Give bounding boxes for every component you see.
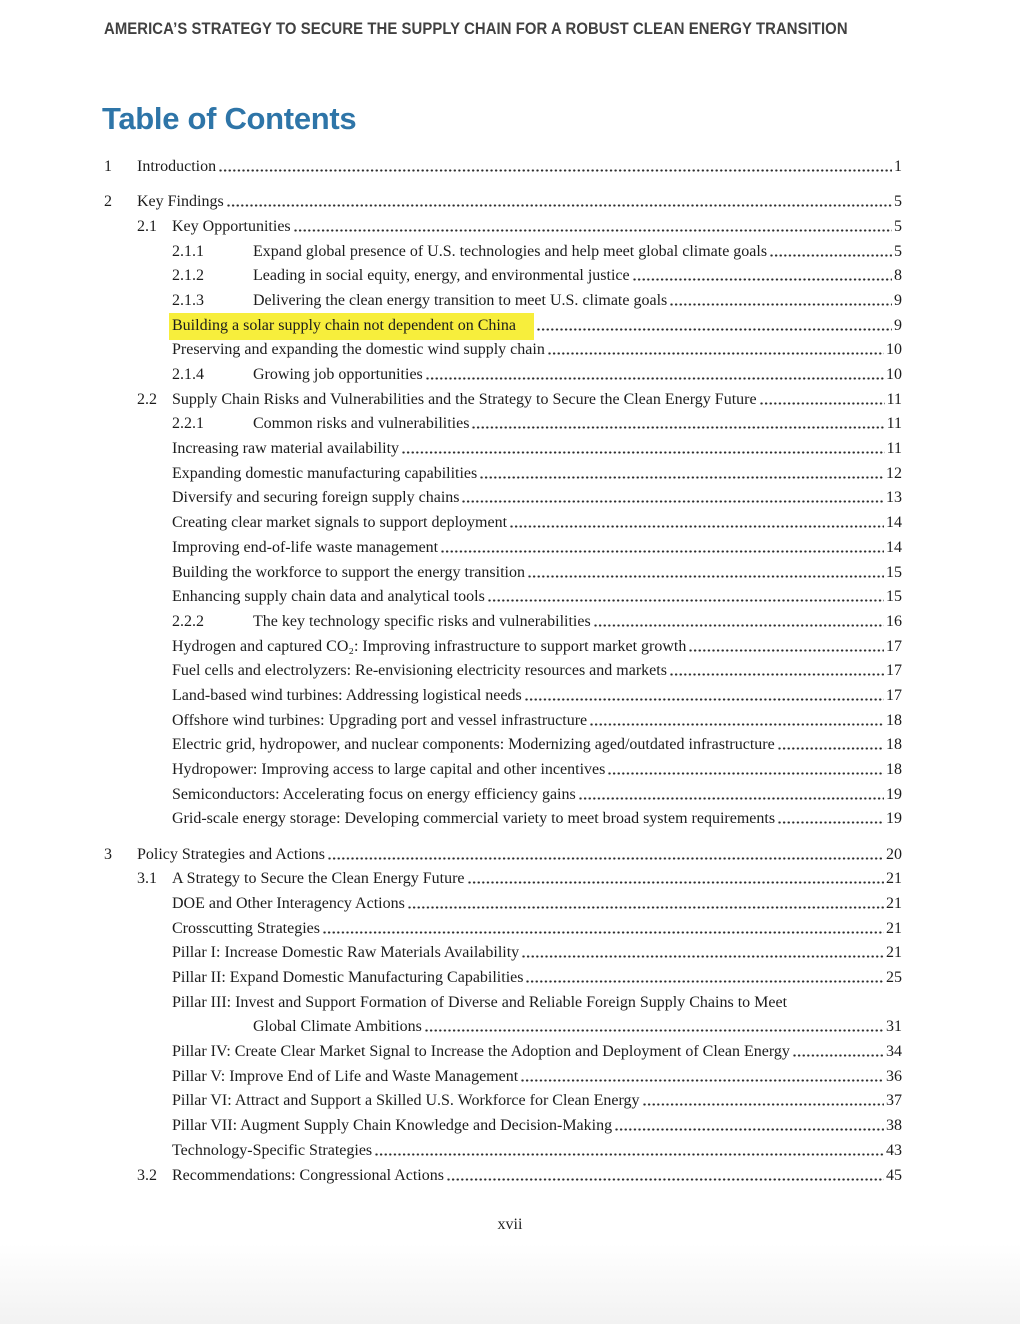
bottom-scan-gradient (0, 1244, 1020, 1324)
page-number: xvii (497, 1216, 523, 1233)
toc-entry-page: 20 (886, 845, 902, 863)
toc-entry-label: Hydropower: Improving access to large capital and other incentives (172, 761, 606, 778)
toc-entry-number: 3.1 (137, 870, 157, 888)
toc-entry[interactable] (104, 1139, 902, 1164)
toc-entry-line (104, 966, 902, 991)
toc-entry-line (104, 155, 902, 180)
toc-entry-line (104, 1114, 902, 1139)
toc-entry-label: Fuel cells and electrolyzers: Re-envisioning electricity resources and markets (172, 662, 667, 680)
toc-entry[interactable] (104, 363, 902, 388)
toc-entry-label: Expanding domestic manufacturing capabilities (172, 464, 478, 482)
toc-entry[interactable] (104, 314, 902, 339)
toc-entry-number: 2.1.2 (172, 267, 204, 285)
toc-dot-leader (472, 426, 884, 429)
page-title: Table of Contents (102, 101, 357, 136)
toc-entry-page: 12 (886, 464, 902, 482)
toc-entry-line (104, 190, 902, 215)
toc-entry-line (104, 561, 902, 586)
toc-entry-page: 17 (886, 662, 902, 680)
toc-entry-number: 2.1.3 (172, 291, 204, 309)
toc-entry-number: 2.1 (137, 217, 157, 235)
toc-entry-number: 2.2.1 (172, 415, 204, 433)
toc-dot-leader (408, 906, 884, 909)
toc-entry-label: Land-based wind turbines: Addressing logistical needs (172, 686, 522, 704)
toc-dot-leader (323, 931, 884, 934)
toc-entry-label: Technology-Specific Strategies (172, 1141, 373, 1159)
toc-dot-leader (219, 169, 892, 172)
toc-entry-line (104, 388, 902, 413)
toc-entry-line (104, 215, 902, 240)
toc-entry-line (104, 585, 902, 610)
toc-dot-leader (294, 229, 892, 232)
toc-entry-label: Pillar II: Expand Domestic Manufacturing Capabilities (172, 969, 524, 986)
toc-entry-label: Crosscutting Strategies (172, 919, 320, 937)
toc-entry-label: Key Findings (137, 193, 224, 211)
toc-entry-label: Growing job opportunities (253, 366, 423, 383)
toc-dot-leader (778, 747, 884, 750)
toc-entry[interactable] (104, 684, 902, 709)
toc-entry-page: 8 (894, 267, 902, 285)
toc-entry-page: 13 (886, 489, 902, 507)
toc-entry-label: Hydrogen and captured CO₂: Improving infrastructure to support market growth (172, 637, 687, 655)
toc-entry[interactable] (104, 1164, 902, 1189)
toc-entry-line (104, 1089, 902, 1114)
toc-entry-label: Building a solar supply chain not dependent on China (169, 313, 534, 341)
toc-entry-page: 14 (886, 538, 902, 556)
toc-entry-page: 17 (886, 637, 902, 655)
toc-entry[interactable] (104, 1040, 902, 1065)
toc-dot-leader (615, 1128, 884, 1131)
toc-entry-page: 10 (886, 366, 902, 383)
toc-entry[interactable] (104, 941, 902, 966)
toc-entry-page: 45 (886, 1166, 902, 1184)
toc-entry-label: Pillar III: Invest and Support Formation of Diverse and Reliable Foreign Supply Chains to Meet (172, 993, 788, 1011)
toc-entry-label: Building the workforce to support the energy transition (172, 563, 525, 581)
toc-entry-page: 15 (886, 563, 902, 581)
toc-dot-leader (510, 525, 884, 528)
toc-entry[interactable] (104, 966, 902, 991)
toc-entry-label: Pillar IV: Create Clear Market Signal to Increase the Adoption and Deployment of Clean Energy (172, 1043, 790, 1061)
toc-entry-line (104, 892, 902, 917)
running-header: AMERICA’S STRATEGY TO SECURE THE SUPPLY CHAIN FOR A ROBUST CLEAN ENERGY TRANSITION (104, 20, 848, 38)
toc-dot-leader (643, 1103, 884, 1106)
toc-entry-line (104, 289, 902, 314)
toc-entry-page: 18 (886, 736, 902, 754)
toc-entry[interactable] (104, 991, 902, 1040)
toc-dot-leader (689, 649, 884, 652)
toc-entry[interactable] (104, 388, 902, 413)
toc-entry[interactable] (104, 240, 902, 265)
toc-entry[interactable] (104, 783, 902, 808)
toc-entry-line (104, 338, 902, 363)
toc-entry-page: 43 (886, 1141, 902, 1159)
toc-entry[interactable] (104, 892, 902, 917)
toc-entry[interactable] (104, 1089, 902, 1114)
toc-dot-leader (670, 673, 884, 676)
toc-dot-leader (633, 278, 892, 281)
toc-entry[interactable] (104, 190, 902, 215)
toc-dot-leader (480, 476, 884, 479)
toc-entry-label: Key Opportunities (172, 217, 291, 235)
toc-entry-number: 1 (104, 158, 112, 175)
toc-entry-line (104, 412, 902, 437)
toc-dot-leader (760, 402, 885, 405)
toc-entry[interactable] (104, 155, 902, 180)
toc-entry-line (104, 635, 902, 660)
toc-entry-line (104, 264, 902, 289)
toc-entry-label: Pillar VI: Attract and Support a Skilled U.S. Workforce for Clean Energy (172, 1092, 640, 1110)
toc-entry-page: 14 (886, 514, 902, 532)
toc-dot-leader (526, 980, 884, 983)
toc-entry-line (104, 1040, 902, 1065)
toc-entry-page: 5 (894, 217, 902, 235)
toc-dot-leader (402, 451, 885, 454)
toc-entry-line (104, 1164, 902, 1189)
toc-entry-line (104, 733, 902, 758)
toc-entry-number: 3 (104, 845, 112, 863)
toc-dot-leader (227, 204, 892, 207)
toc-entry-label: Supply Chain Risks and Vulnerabilities and the Strategy to Secure the Clean Energy Future (172, 390, 757, 408)
toc-entry-page: 21 (886, 894, 902, 912)
toc-entry-page: 21 (886, 919, 902, 937)
toc-entry-line (104, 511, 902, 536)
toc-dot-leader (375, 1153, 884, 1156)
toc-entry-line (104, 240, 902, 265)
toc-dot-leader (425, 1029, 884, 1032)
toc-entry-line (104, 314, 902, 339)
toc-entry-line (104, 462, 902, 487)
toc-entry[interactable] (104, 289, 902, 314)
toc-dot-leader (778, 821, 884, 824)
toc-entry[interactable] (104, 659, 902, 684)
toc-entry-page: 1 (894, 158, 902, 175)
toc-entry-line (104, 709, 902, 734)
toc-entry[interactable] (104, 709, 902, 734)
toc-entry[interactable] (104, 412, 902, 437)
toc-entry-line (104, 684, 902, 709)
toc-entry-label: The key technology specific risks and vulnerabilities (253, 612, 591, 630)
toc-entry-line (104, 363, 902, 388)
toc-entry-label: Pillar I: Increase Domestic Raw Materials Availability (172, 944, 520, 962)
toc-dot-leader (525, 698, 884, 701)
toc-entry-page: 36 (886, 1067, 902, 1085)
toc-dot-leader (608, 772, 884, 775)
toc-entry-line (104, 536, 902, 561)
toc-dot-leader (579, 797, 884, 800)
toc-entry-page: 9 (894, 316, 902, 334)
toc-entry-number: 2.1.4 (172, 366, 204, 383)
toc-entry-page: 19 (886, 810, 902, 828)
toc-dot-leader (670, 303, 892, 306)
toc-entry-line (104, 991, 902, 1016)
toc-entry-continuation-label: Global Climate Ambitions (253, 1018, 422, 1036)
toc-entry-line (104, 917, 902, 942)
toc-entry-line (104, 1139, 902, 1164)
toc-entry-line (104, 486, 902, 511)
toc-dot-leader (522, 955, 884, 958)
toc-entry-line (104, 843, 902, 868)
toc-entry-page: 16 (886, 612, 902, 630)
toc-entry-page: 21 (886, 944, 902, 962)
toc-entry-page: 11 (886, 390, 902, 408)
toc-entry-label: Leading in social equity, energy, and environmental justice (253, 267, 630, 285)
toc-dot-leader (528, 575, 884, 578)
toc-entry-number: 3.2 (137, 1166, 157, 1184)
toc-entry-page: 38 (886, 1117, 902, 1135)
toc-entry-page: 21 (886, 870, 902, 888)
toc-list (104, 155, 902, 1188)
toc-entry[interactable] (104, 867, 902, 892)
toc-entry-label: Common risks and vulnerabilities (253, 415, 470, 433)
toc-entry-line (104, 659, 902, 684)
toc-entry-label: Electric grid, hydropower, and nuclear components: Modernizing aged/outdated infrastructure (172, 736, 775, 754)
toc-entry[interactable] (104, 486, 902, 511)
toc-entry-page: 5 (894, 242, 902, 260)
toc-entry[interactable] (104, 1114, 902, 1139)
toc-entry[interactable] (104, 1065, 902, 1090)
toc-dot-leader (594, 624, 884, 627)
toc-entry[interactable] (104, 843, 902, 868)
toc-entry-label: Increasing raw material availability (172, 440, 400, 458)
toc-entry-label: Offshore wind turbines: Upgrading port and vessel infrastructure (172, 711, 588, 729)
toc-dot-leader (548, 352, 884, 355)
toc-dot-leader (468, 881, 884, 884)
toc-entry-page: 37 (886, 1092, 902, 1110)
toc-entry-page: 19 (886, 785, 902, 803)
toc-dot-leader (590, 723, 884, 726)
toc-dot-leader (328, 857, 884, 860)
toc-dot-leader (770, 254, 892, 257)
toc-entry-line (104, 1065, 902, 1090)
toc-dot-leader (537, 328, 892, 331)
toc-entry[interactable] (104, 264, 902, 289)
toc-dot-leader (462, 500, 884, 503)
toc-entry-label: Diversify and securing foreign supply chains (172, 489, 460, 507)
toc-entry-number: 2.2 (137, 390, 157, 408)
toc-entry-page: 10 (886, 341, 902, 359)
toc-entry-page: 11 (886, 440, 902, 458)
toc-entry-label: DOE and Other Interagency Actions (172, 894, 405, 912)
toc-entry-line (104, 610, 902, 635)
toc-entry-line (104, 867, 902, 892)
toc-entry-page: 5 (894, 193, 902, 211)
toc-entry-label: Recommendations: Congressional Actions (172, 1166, 444, 1184)
toc-entry-number: 2.1.1 (172, 242, 204, 260)
toc-entry-label: Improving end-of-life waste management (172, 538, 439, 556)
toc-entry[interactable] (104, 635, 902, 660)
toc-entry[interactable] (104, 338, 902, 363)
toc-entry-label: Pillar V: Improve End of Life and Waste Management (172, 1067, 519, 1085)
toc-entry-line (104, 783, 902, 808)
toc-entry-page: 18 (886, 761, 902, 778)
toc-entry[interactable] (104, 610, 902, 635)
toc-entry-label: Delivering the clean energy transition to meet U.S. climate goals (253, 291, 668, 309)
toc-dot-leader (488, 599, 884, 602)
toc-entry-continuation-line (104, 1015, 902, 1040)
toc-dot-leader (447, 1178, 884, 1181)
toc-dot-leader (793, 1054, 884, 1057)
toc-entry-label: Semiconductors: Accelerating focus on energy efficiency gains (172, 785, 576, 803)
toc-entry-label: Policy Strategies and Actions (137, 845, 325, 863)
toc-entry-line (104, 941, 902, 966)
toc-entry[interactable] (104, 733, 902, 758)
toc-entry-number: 2 (104, 193, 112, 211)
toc-entry-page: 25 (886, 969, 902, 986)
toc-entry[interactable] (104, 561, 902, 586)
toc-entry-label: Introduction (137, 158, 217, 175)
toc-entry-line (104, 758, 902, 783)
toc-entry[interactable] (104, 585, 902, 610)
toc-entry[interactable] (104, 536, 902, 561)
toc-entry[interactable] (104, 917, 902, 942)
toc-entry[interactable] (104, 511, 902, 536)
toc-entry-page: 34 (886, 1043, 902, 1061)
toc-entry[interactable] (104, 462, 902, 487)
toc-entry[interactable] (104, 758, 902, 783)
toc-entry-page: 18 (886, 711, 902, 729)
toc-entry-label: Grid-scale energy storage: Developing commercial variety to meet broad system requirements (172, 810, 776, 828)
toc-entry-page: 31 (886, 1018, 902, 1036)
toc-entry-page: 17 (886, 686, 902, 704)
toc-dot-leader (441, 550, 884, 553)
toc-entry-label: Preserving and expanding the domestic wind supply chain (172, 341, 545, 359)
toc-dot-leader (426, 377, 884, 380)
toc-entry-label: Creating clear market signals to support deployment (172, 514, 508, 532)
toc-dot-leader (521, 1079, 884, 1082)
toc-entry-page: 11 (886, 415, 902, 433)
toc-entry-number: 2.2.2 (172, 612, 204, 630)
toc-entry-label: Enhancing supply chain data and analytical tools (172, 588, 485, 606)
toc-entry-line (104, 807, 902, 832)
toc-entry[interactable] (104, 215, 902, 240)
toc-entry-page: 9 (894, 291, 902, 309)
toc-entry[interactable] (104, 437, 902, 462)
toc-entry-label: Pillar VII: Augment Supply Chain Knowledge and Decision-Making (172, 1117, 613, 1135)
toc-entry-page: 15 (886, 588, 902, 606)
toc-entry-label: A Strategy to Secure the Clean Energy Future (172, 870, 465, 888)
toc-entry-label: Expand global presence of U.S. technologies and help meet global climate goals (253, 242, 768, 260)
toc-entry-line (104, 437, 902, 462)
toc-entry[interactable] (104, 807, 902, 832)
